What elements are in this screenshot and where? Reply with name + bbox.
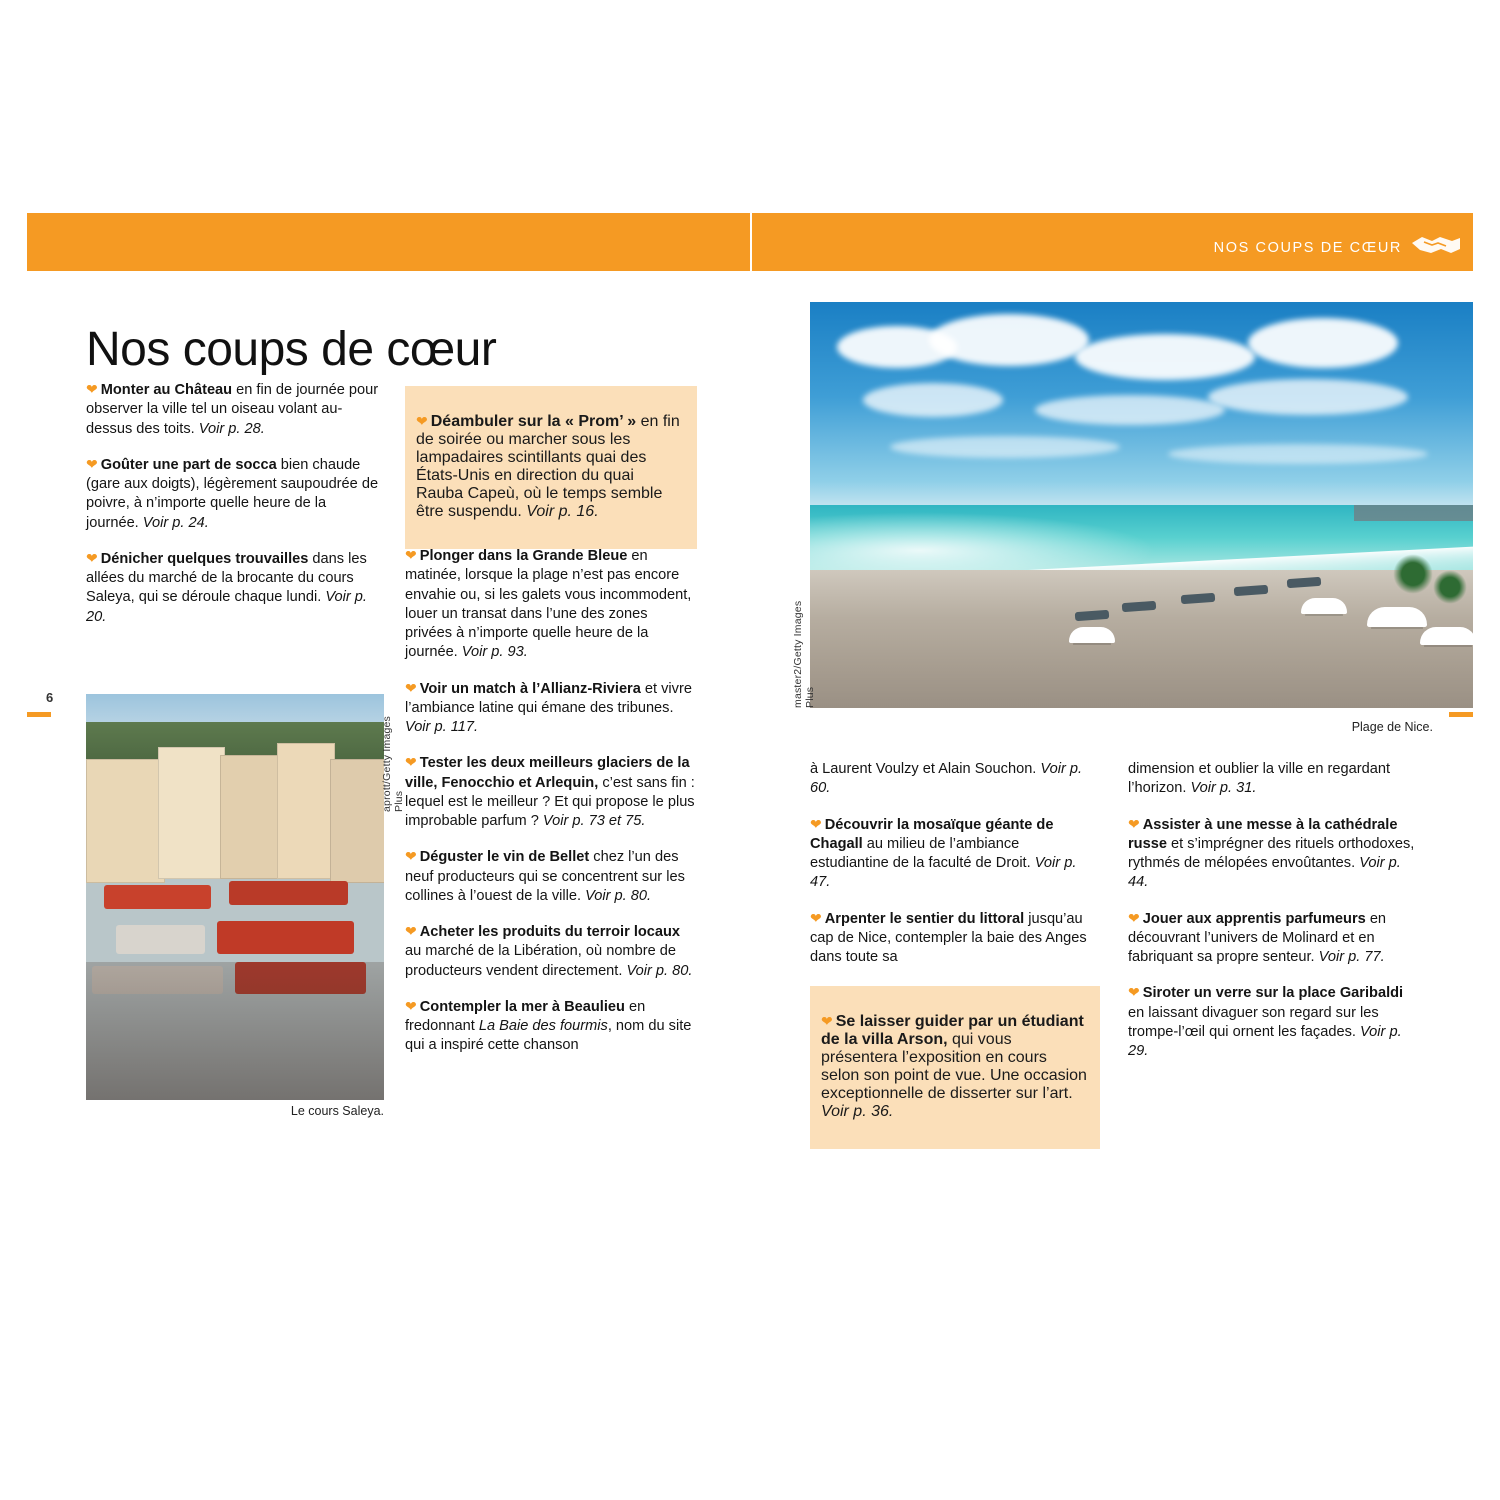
list-item xyxy=(86,549,382,627)
heart-bullet-icon: ❤ xyxy=(86,381,98,397)
item-text: et s’imprégner des rituels orthodoxes, rythmés de mélopées envoûtantes. xyxy=(1128,835,1415,871)
box-ref: Voir p. 16. xyxy=(526,503,599,520)
photo-building xyxy=(330,759,384,883)
item-text: jusqu’au cap de Nice, contempler la baie des Anges dans toute sa xyxy=(810,910,1087,965)
handshake-icon xyxy=(1410,232,1462,260)
list-item xyxy=(1128,815,1418,893)
heart-bullet-icon: ❤ xyxy=(1128,984,1140,1001)
item-title: Jouer aux apprentis parfumeurs xyxy=(1142,910,1366,927)
photo-cloud xyxy=(929,314,1089,366)
list-item xyxy=(405,753,697,831)
photo-awning xyxy=(217,921,354,953)
column-one xyxy=(86,380,382,643)
photo-palm xyxy=(1393,554,1433,594)
item-text: en fin de journée pour observer la ville tel un oiseau volant au-dessus des toits. xyxy=(86,382,379,437)
photo-umbrella xyxy=(1420,627,1473,645)
header-gutter-divider xyxy=(750,213,752,271)
page-number-left: 6 xyxy=(46,690,54,705)
item-ref: Voir p. 28. xyxy=(198,420,265,437)
photo-lounger xyxy=(1075,609,1110,620)
item-ref: Voir p. 60. xyxy=(810,761,1083,797)
box-title: Se laisser guider par un étudiant de la villa Arson, xyxy=(821,1013,1084,1048)
heart-bullet-icon: ❤ xyxy=(810,909,822,926)
box-text: en fin de soirée ou marcher sous les lampadaires scintillants quai des États-Unis en direction du quai Rauba Capeù, où le temps semble être suspendu. xyxy=(416,413,680,520)
photo-credit-plage: master2/Getty Images Plus xyxy=(792,600,816,708)
item-text: chez l’un des neuf producteurs qui se concentrent sur les collines à l’ouest de la ville. xyxy=(405,849,685,904)
photo-plage-de-nice xyxy=(810,302,1473,708)
item-ref: Voir p. 80. xyxy=(585,887,652,904)
item-text: dans les allées du marché de la brocante du cours Saleya, qui se déroule chaque lundi. xyxy=(86,550,367,606)
photo-credit-saleya: aprott/Getty Images Plus xyxy=(381,715,405,812)
heart-bullet-icon: ❤ xyxy=(810,815,822,832)
photo-building xyxy=(158,747,226,879)
photo-crowd xyxy=(86,962,384,1100)
list-item xyxy=(405,847,697,906)
item-title: Plonger dans la Grande Bleue xyxy=(419,548,628,564)
item-title: Dénicher quelques trouvailles xyxy=(100,550,309,567)
photo-cloud xyxy=(863,383,1003,417)
list-item xyxy=(810,909,1100,968)
item-text: dimension et oublier la ville en regardant l’horizon. xyxy=(1128,761,1391,797)
photo-awning xyxy=(116,925,205,953)
list-item-continuation xyxy=(1128,760,1418,799)
photo-umbrella xyxy=(1367,607,1427,627)
photo-cours-saleya xyxy=(86,694,384,1100)
item-text-pre: en fredonnant xyxy=(405,998,646,1034)
list-item xyxy=(1128,983,1418,1061)
item-title: Découvrir la mosaïque géante de Chagall xyxy=(810,816,1054,852)
list-item xyxy=(405,679,697,738)
box-text: qui vous présentera l’exposition en cours selon son point de vue. Une occasion exceptionnelle de disserter sur l’art. xyxy=(821,1031,1087,1102)
item-text: bien chaude (gare aux doigts), légèrement saupoudrée de poivre, à n’importe quelle heure de la journée. xyxy=(86,456,379,531)
item-ref: Voir p. 73 et 75. xyxy=(542,813,646,829)
photo-cloud xyxy=(1248,318,1398,368)
column-four xyxy=(1128,760,1418,1077)
list-item xyxy=(405,997,697,1056)
item-ref: Voir p. 80. xyxy=(626,962,693,979)
heart-bullet-icon: ❤ xyxy=(405,754,417,771)
heart-bullet-icon: ❤ xyxy=(86,455,98,472)
item-ref: Voir p. 20. xyxy=(86,589,367,625)
heart-bullet-icon: ❤ xyxy=(821,1013,833,1029)
column-two xyxy=(405,546,697,1072)
item-text: en matinée, lorsque la plage n’est pas encore envahie ou, si les galets vous incommodent, louer un transat dans l’une des zones privées à n’importe quelle heure de la journée. xyxy=(405,548,692,661)
item-ref: Voir p. 24. xyxy=(142,514,209,531)
item-title: Déguster le vin de Bellet xyxy=(419,849,590,866)
item-text: , nom du site qui a inspiré cette chanson xyxy=(405,1018,692,1054)
highlight-box-promenade xyxy=(405,386,697,549)
photo-pebble-beach xyxy=(810,570,1473,708)
page-number-rule-right xyxy=(1449,712,1473,717)
item-title: Voir un match à l’Allianz-Riviera xyxy=(419,680,641,697)
item-title: Siroter un verre sur la place Garibaldi xyxy=(1142,985,1404,1002)
item-text: c’est sans fin : lequel est le meilleur ? Et qui propose le plus improbable parfum ? xyxy=(405,774,695,829)
heart-bullet-icon: ❤ xyxy=(86,549,98,566)
heart-bullet-icon: ❤ xyxy=(405,923,417,939)
list-item xyxy=(86,380,382,439)
item-ref: Voir p. 31. xyxy=(1190,780,1257,797)
photo-building xyxy=(277,743,336,879)
list-item xyxy=(405,922,697,981)
item-text: au milieu de l’ambiance estudiantine de la faculté de Droit. xyxy=(810,835,1035,871)
photo-umbrella xyxy=(1069,627,1115,643)
item-text: et vivre l’ambiance latine qui émane des tribunes. xyxy=(405,680,692,716)
photo-cloud xyxy=(1168,444,1428,464)
item-text: au marché de la Libération, où nombre de producteurs vendent directement. xyxy=(405,943,676,979)
item-title: Assister à une messe à la cathédrale russe xyxy=(1128,816,1398,852)
item-text: à Laurent Voulzy et Alain Souchon. xyxy=(810,761,1041,777)
page-title: Nos coups de cœur xyxy=(86,323,497,377)
list-item xyxy=(405,546,697,663)
list-item xyxy=(86,455,382,533)
box-title: Déambuler sur la « Prom’ » xyxy=(430,413,637,430)
photo-awning xyxy=(229,881,348,905)
heart-bullet-icon: ❤ xyxy=(405,679,417,696)
list-item xyxy=(1128,909,1418,968)
heart-bullet-icon: ❤ xyxy=(405,848,417,865)
item-title: Contempler la mer à Beaulieu xyxy=(419,998,625,1015)
page-number-rule-left xyxy=(27,712,51,717)
photo-caption-saleya: Le cours Saleya. xyxy=(290,1104,384,1118)
item-ref: Voir p. 44. xyxy=(1128,855,1401,891)
heart-bullet-icon: ❤ xyxy=(1128,909,1140,926)
photo-palm xyxy=(1433,570,1467,604)
photo-building xyxy=(220,755,282,879)
photo-cloud xyxy=(1208,379,1408,415)
photo-awning xyxy=(104,885,211,909)
photo-building xyxy=(86,759,165,883)
item-text: en laissant divaguer son regard sur les trompe-l’œil qui ornent les façades. xyxy=(1128,1004,1379,1040)
item-title: Arpenter le sentier du littoral xyxy=(824,910,1025,927)
highlight-box-villa-arson xyxy=(810,986,1100,1149)
heart-bullet-icon: ❤ xyxy=(405,547,417,563)
item-title: Acheter les produits du terroir locaux xyxy=(419,924,681,940)
item-ref: Voir p. 29. xyxy=(1128,1023,1402,1059)
photo-cloud xyxy=(890,436,1120,458)
item-title: Goûter une part de socca xyxy=(100,456,277,473)
item-ref: Voir p. 93. xyxy=(461,644,528,661)
box-ref: Voir p. 36. xyxy=(821,1103,894,1120)
heart-bullet-icon: ❤ xyxy=(1128,815,1140,832)
heart-bullet-icon: ❤ xyxy=(405,997,417,1014)
photo-umbrella xyxy=(1301,598,1347,614)
item-ref: Voir p. 77. xyxy=(1318,949,1385,965)
heart-bullet-icon: ❤ xyxy=(416,413,428,429)
photo-pier xyxy=(1354,505,1473,521)
item-title: Monter au Château xyxy=(100,382,233,398)
item-title: Tester les deux meilleurs glaciers de la ville, Fenocchio et Arlequin, xyxy=(405,755,690,791)
item-text: en découvrant l’univers de Molinard et en fabriquant sa propre senteur. xyxy=(1128,910,1387,965)
section-label: NOS COUPS DE CŒUR xyxy=(1213,240,1402,256)
photo-caption-plage: Plage de Nice. xyxy=(1351,720,1433,734)
list-item-continuation xyxy=(810,760,1100,799)
item-ref: Voir p. 47. xyxy=(810,855,1077,891)
list-item xyxy=(810,815,1100,893)
item-ref: Voir p. 117. xyxy=(405,719,479,735)
item-song-title: La Baie des fourmis xyxy=(478,1018,608,1034)
column-three xyxy=(810,760,1100,983)
